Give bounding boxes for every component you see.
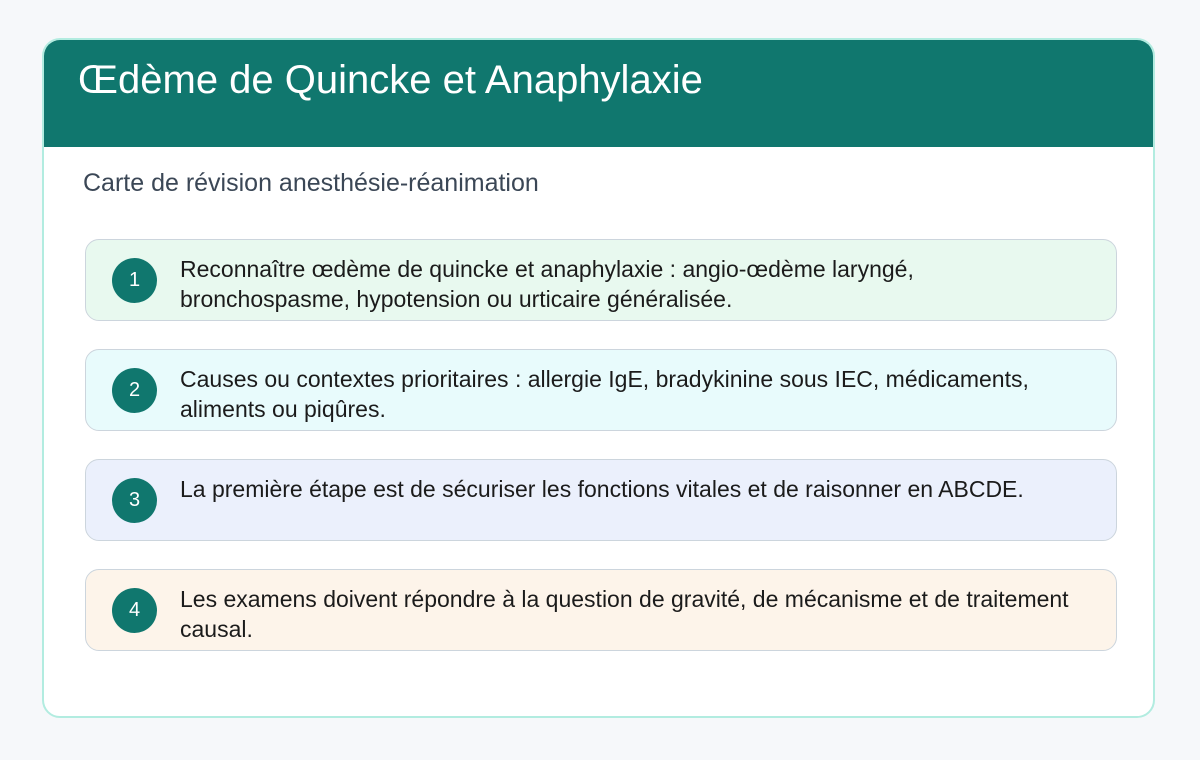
item-number-badge: 3 xyxy=(112,478,157,523)
revision-card xyxy=(42,38,1155,718)
item-text: Les examens doivent répondre à la question de gravité, de mécanisme et de traitement causal. xyxy=(180,586,1069,642)
item-text: Causes ou contextes prioritaires : allergie IgE, bradykinine sous IEC, médicaments, aliments ou piqûres. xyxy=(180,366,1029,422)
item-text: Reconnaître œdème de quincke et anaphylaxie : angio-œdème laryngé, bronchospasme, hypotension ou urticaire généralisée. xyxy=(180,256,914,312)
item-text: La première étape est de sécuriser les fonctions vitales et de raisonner en ABCDE. xyxy=(180,476,1024,502)
item-number-badge: 2 xyxy=(112,368,157,413)
list-item xyxy=(85,569,1117,651)
item-number-badge: 1 xyxy=(112,258,157,303)
list-item xyxy=(85,239,1117,321)
list-item xyxy=(85,459,1117,541)
card-title: Œdème de Quincke et Anaphylaxie xyxy=(78,58,703,102)
card-header xyxy=(42,38,1155,147)
card-subtitle: Carte de révision anesthésie-réanimation xyxy=(83,169,539,197)
item-number-badge: 4 xyxy=(112,588,157,633)
list-item xyxy=(85,349,1117,431)
item-list xyxy=(85,239,1117,679)
